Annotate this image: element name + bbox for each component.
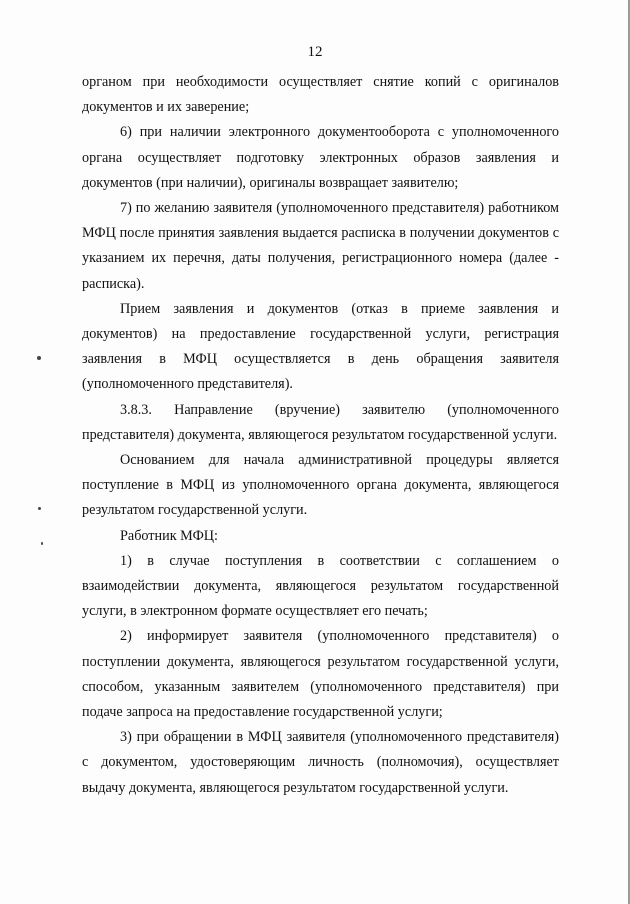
page-number: 12 xyxy=(307,44,323,60)
scan-speck xyxy=(41,542,43,545)
paragraph-item-2: 2) информирует заявителя (уполномоченного представителя) о поступлении документа, являющегося результатом государственной услуги, способом, указанным заявителем (уполномоченного представителя) при подаче запроса на предоставление государственной услуги; xyxy=(82,628,559,721)
paragraph-item-1: 1) в случае поступления в соответствии с соглашением о взаимодействии документа, являющегося результатом государственной услуги, в электронном формате осуществляет его печать; xyxy=(82,552,559,620)
paragraph-mfc-worker: Работник МФЦ: xyxy=(120,527,218,544)
paragraph-basis: Основанием для начала административной процедуры является поступление в МФЦ из уполномоченного органа документа, являющегося результатом государственной услуги. xyxy=(82,452,559,519)
paragraph-item-3: 3) при обращении в МФЦ заявителя (уполномоченного представителя) с документом, удостоверяющим личность (полномочия), осуществляет выдачу документа, являющегося результатом государственной услуги. xyxy=(82,729,559,796)
scan-speck xyxy=(38,507,41,510)
page-body xyxy=(82,70,559,801)
scan-speck xyxy=(37,356,41,360)
paragraph-item-7: 7) по желанию заявителя (уполномоченного представителя) работником МФЦ после принятия заявления выдается расписка в получении документов с указанием их перечня, даты получения, регистрационного номера (далее - расписка). xyxy=(82,200,559,292)
section-heading-3-8-3: 3.8.3. Направление (вручение) заявителю (уполномоченного представителя) документа, являющегося результатом государственной услуги. xyxy=(82,401,559,443)
paragraph-copies: органом при необходимости осуществляет снятие копий с оригиналов документов и их заверение; xyxy=(82,74,559,116)
paragraph-reception: Прием заявления и документов (отказ в приеме заявления и документов) на предоставление государственной услуги, регистрация заявления в МФЦ осуществляется в день обращения заявителя (уполномоченного представителя). xyxy=(82,300,559,393)
paragraph-item-6: 6) при наличии электронного документооборота с уполномоченного органа осуществляет подготовку электронных образов заявления и документов (при наличии), оригиналы возвращает заявителю; xyxy=(82,124,559,191)
